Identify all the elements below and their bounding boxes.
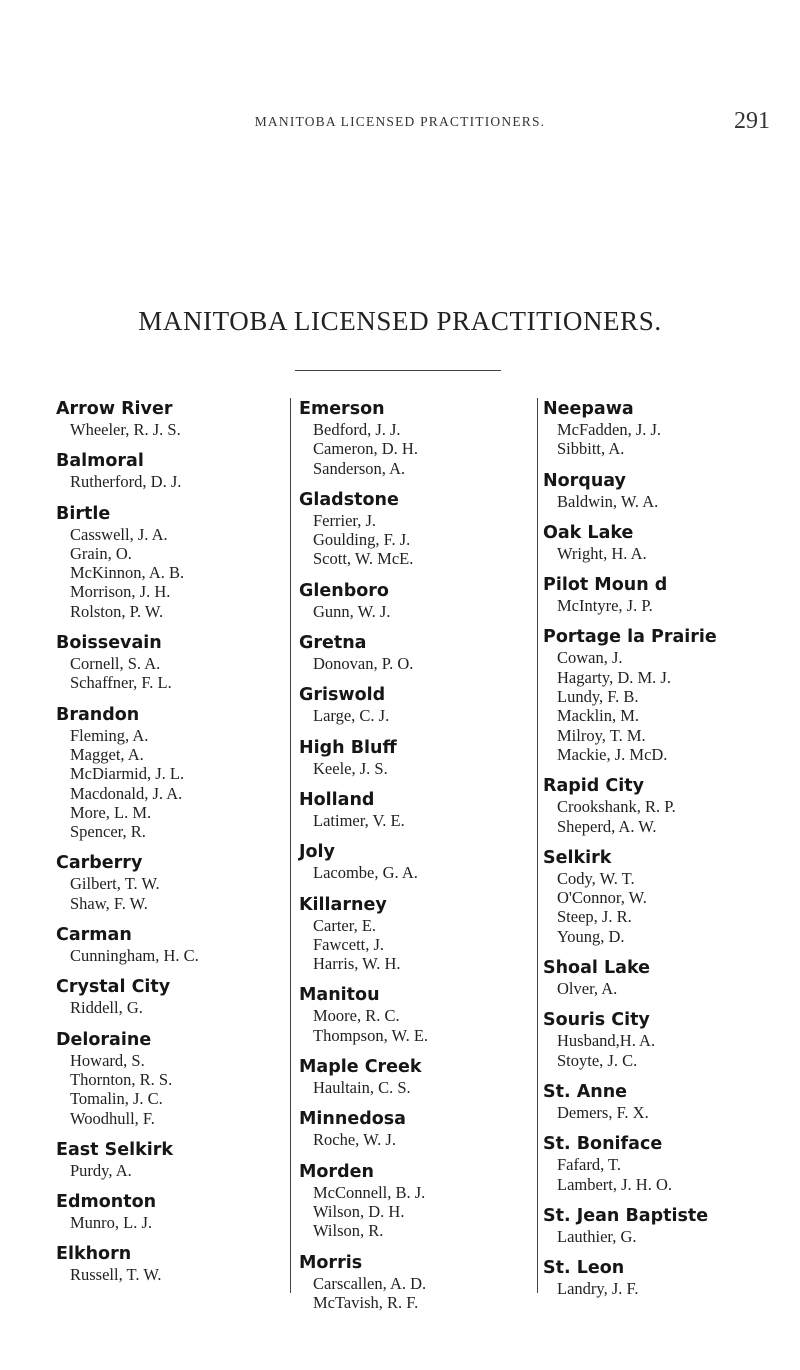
town-heading: Emerson: [299, 399, 385, 419]
practitioner-name: Fafard, T.: [557, 1155, 621, 1175]
practitioner-name: Howard, S.: [70, 1050, 145, 1070]
practitioner-name: Tomalin, J. C.: [70, 1089, 163, 1109]
town-heading: Maple Creek: [299, 1057, 422, 1078]
practitioner-name: McIntyre, J. P.: [557, 596, 653, 616]
practitioner-name: Cody, W. T.: [557, 868, 635, 888]
practitioner-name: Moore, R. C.: [313, 1006, 400, 1026]
practitioner-name: McKinnon, A. B.: [70, 563, 185, 583]
practitioner-name: Schaffner, F. L.: [70, 673, 172, 693]
practitioner-name: Cunningham, H. C.: [70, 946, 199, 966]
column-2: [299, 399, 524, 1312]
town-heading: Shoal Lake: [543, 958, 650, 979]
practitioner-name: Harris, W. H.: [313, 954, 401, 974]
town-heading: Brandon: [56, 704, 140, 725]
practitioner-name: Latimer, V. E.: [313, 810, 405, 830]
practitioner-name: Shaw, F. W.: [70, 893, 148, 913]
practitioner-name: Baldwin, W. A.: [557, 491, 659, 511]
practitioner-name: Cameron, D. H.: [313, 439, 418, 459]
town-heading: Birtle: [56, 503, 111, 524]
practitioner-name: Wilson, R.: [313, 1221, 384, 1241]
town-heading: St. Leon: [543, 1258, 625, 1279]
town-heading: Selkirk: [543, 847, 612, 868]
practitioner-name: Olver, A.: [557, 979, 618, 999]
town-heading: St. Jean Baptiste: [543, 1205, 709, 1226]
practitioner-name: Husband,H. A.: [557, 1031, 656, 1051]
town-heading: Arrow River: [56, 399, 173, 419]
practitioner-name: Casswell, J. A.: [70, 524, 168, 544]
practitioner-name: Sanderson, A.: [313, 458, 406, 478]
practitioner-name: Morrison, J. H.: [70, 582, 171, 602]
column-divider: [537, 398, 538, 1293]
practitioner-name: O'Connor, W.: [557, 888, 647, 908]
practitioner-name: Lacombe, G. A.: [313, 863, 418, 883]
practitioner-name: Mackie, J. McD.: [557, 744, 668, 764]
practitioner-name: Magget, A.: [70, 744, 144, 764]
town-heading: Norquay: [543, 470, 626, 491]
practitioner-name: Rutherford, D. J.: [70, 472, 182, 492]
practitioner-name: Crookshank, R. P.: [557, 797, 676, 817]
practitioner-name: McTavish, R. F.: [313, 1292, 419, 1312]
practitioner-name: McConnell, B. J.: [313, 1182, 426, 1202]
town-heading: Gladstone: [299, 489, 399, 510]
practitioner-name: Bedford, J. J.: [313, 420, 401, 439]
practitioner-name: Lambert, J. H. O.: [557, 1174, 673, 1194]
practitioner-name: Sibbitt, A.: [557, 439, 625, 459]
practitioner-name: Ferrier, J.: [313, 510, 377, 530]
page-number: 291: [734, 108, 770, 134]
practitioner-name: Carter, E.: [313, 915, 377, 935]
practitioner-name: More, L. M.: [70, 802, 152, 822]
page-title: MANITOBA LICENSED PRACTITIONERS.: [138, 306, 662, 336]
column-1: [56, 399, 288, 1285]
town-heading: Glenboro: [299, 580, 389, 601]
practitioner-name: Goulding, F. J.: [313, 530, 411, 550]
practitioner-name: Rolston, P. W.: [70, 601, 164, 621]
town-heading: Griswold: [299, 685, 386, 706]
town-heading: Carberry: [56, 853, 143, 874]
practitioner-name: Hagarty, D. M. J.: [557, 667, 671, 687]
town-heading: Portage la Prairie: [543, 627, 717, 648]
town-heading: Joly: [299, 842, 335, 863]
town-heading: Morden: [299, 1161, 374, 1182]
practitioner-name: Thompson, W. E.: [313, 1025, 429, 1045]
practitioner-name: Landry, J. F.: [557, 1279, 639, 1299]
town-heading: Gretna: [299, 633, 367, 654]
running-header: [0, 108, 800, 138]
town-heading: High Bluff: [299, 737, 397, 758]
practitioner-name: Demers, F. X.: [557, 1102, 649, 1122]
town-heading: Souris City: [543, 1010, 650, 1031]
town-heading: Boissevain: [56, 633, 162, 654]
practitioner-name: Macdonald, J. A.: [70, 783, 183, 803]
practitioner-name: Wheeler, R. J. S.: [70, 420, 181, 439]
practitioner-name: Milroy, T. M.: [557, 725, 646, 745]
practitioner-name: Stoyte, J. C.: [557, 1050, 638, 1070]
town-heading: Holland: [299, 789, 375, 810]
practitioner-name: Donovan, P. O.: [313, 654, 414, 674]
practitioner-name: McDiarmid, J. L.: [70, 764, 185, 784]
practitioner-name: Grain, O.: [70, 543, 132, 563]
town-heading: Manitou: [299, 985, 380, 1006]
practitioner-name: Lauthier, G.: [557, 1226, 637, 1246]
practitioner-name: Riddell, G.: [70, 998, 143, 1018]
town-heading: Minnedosa: [299, 1109, 406, 1130]
practitioner-name: Keele, J. S.: [313, 758, 388, 778]
practitioner-name: Steep, J. R.: [557, 907, 632, 927]
town-heading: Killarney: [299, 894, 387, 915]
practitioner-name: Fleming, A.: [70, 725, 149, 745]
practitioner-name: Cowan, J.: [557, 648, 623, 668]
practitioner-name: Thornton, R. S.: [70, 1069, 173, 1089]
practitioner-name: Purdy, A.: [70, 1160, 132, 1180]
practitioner-name: McFadden, J. J.: [557, 420, 662, 439]
column-3: [543, 399, 793, 1298]
practitioner-name: Russell, T. W.: [70, 1265, 162, 1285]
practitioner-name: Carscallen, A. D.: [313, 1273, 427, 1293]
town-heading: Neepawa: [543, 399, 634, 419]
town-heading: Pilot Moun d: [543, 575, 668, 596]
title-underline: [295, 370, 501, 371]
practitioner-name: Cornell, S. A.: [70, 654, 161, 674]
town-heading: Oak Lake: [543, 522, 634, 543]
practitioner-name: Sheperd, A. W.: [557, 816, 657, 836]
practitioner-name: Lundy, F. B.: [557, 687, 639, 707]
town-heading: Carman: [56, 925, 132, 946]
town-heading: Balmoral: [56, 451, 144, 472]
practitioner-name: Gunn, W. J.: [313, 601, 391, 621]
practitioner-name: Munro, L. J.: [70, 1213, 153, 1233]
running-title: MANITOBA LICENSED PRACTITIONERS.: [254, 114, 546, 129]
practitioner-name: Macklin, M.: [557, 706, 640, 726]
practitioner-name: Roche, W. J.: [313, 1130, 396, 1150]
practitioner-name: Gilbert, T. W.: [70, 874, 160, 894]
practitioner-name: Spencer, R.: [70, 822, 146, 842]
practitioner-name: Young, D.: [557, 926, 625, 946]
practitioner-name: Wilson, D. H.: [313, 1201, 405, 1221]
practitioner-name: Large, C. J.: [313, 706, 390, 726]
town-heading: Elkhorn: [56, 1244, 132, 1265]
column-divider: [290, 398, 291, 1293]
town-heading: St. Boniface: [543, 1134, 663, 1155]
town-heading: Deloraine: [56, 1029, 152, 1050]
town-heading: St. Anne: [543, 1081, 628, 1102]
practitioner-name: Scott, W. McE.: [313, 549, 414, 569]
town-heading: Rapid City: [543, 776, 645, 797]
practitioner-name: Wright, H. A.: [557, 543, 647, 563]
town-heading: Edmonton: [56, 1192, 157, 1213]
town-heading: Morris: [299, 1252, 363, 1273]
practitioner-name: Fawcett, J.: [313, 934, 385, 954]
practitioner-name: Haultain, C. S.: [313, 1078, 411, 1098]
town-heading: Crystal City: [56, 977, 171, 998]
practitioner-name: Woodhull, F.: [70, 1108, 155, 1128]
town-heading: East Selkirk: [56, 1139, 174, 1160]
